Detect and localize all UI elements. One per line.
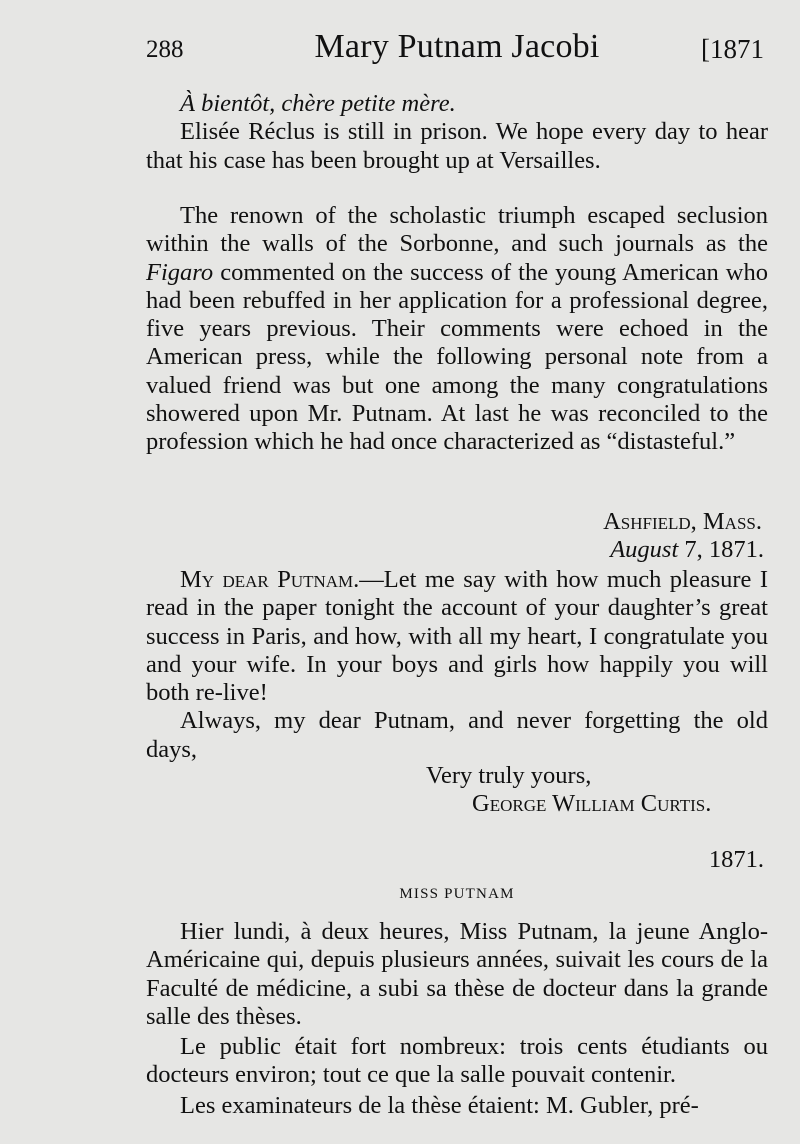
letter-date-month: August bbox=[610, 536, 679, 564]
header-year: [1871 bbox=[701, 34, 764, 64]
article-head bbox=[146, 846, 768, 909]
letter-body-1: —Let me say with how much pleasure I read in the paper tonight the account of your daughter’s great success in Paris, and how, with all my heart, I congratulate you and your wife. In your boys and girls how happily you will both re-live! bbox=[146, 566, 768, 707]
letter-body-2: Always, my dear Putnam, and never forgetting the old days, bbox=[146, 707, 768, 763]
running-title: Mary Putnam Jacobi bbox=[314, 28, 600, 65]
page-number: 288 bbox=[146, 36, 184, 63]
article-para-1: Hier lundi, à deux heures, Miss Putnam, la jeune Anglo-Américaine qui, depuis plusieurs années, suivait les cours de la Faculté de médicine, a subi sa thèse de docteur dans la grande salle des thèses. bbox=[146, 918, 768, 1030]
article-heading: MISS PUTNAM bbox=[399, 886, 515, 903]
article-year: 1871. bbox=[708, 846, 764, 873]
postscript: Elisée Réclus is still in prison. We hope every day to hear that his case has been brought up at Versailles. bbox=[146, 118, 768, 174]
letter-date-rest: 7, 1871. bbox=[678, 536, 764, 564]
letter-body bbox=[146, 566, 768, 764]
narrative-text-1: The renown of the scholastic triumph escaped seclusion within the walls of the Sorbonne, and such journals as the bbox=[146, 202, 768, 258]
running-header bbox=[146, 28, 768, 72]
letter-closing: Very truly yours, bbox=[426, 762, 592, 789]
letter-dateline bbox=[146, 508, 768, 565]
figaro-title: Figaro bbox=[146, 258, 214, 286]
narrative-paragraph bbox=[146, 202, 768, 457]
letter-signature: George William Curtis. bbox=[472, 790, 712, 818]
closing-french: À bientôt, chère petite mère. bbox=[180, 90, 456, 117]
letter-salutation: My dear Putnam. bbox=[180, 566, 360, 593]
letter-place: Ashfield, Mass. bbox=[603, 508, 762, 535]
article-para-2: Le public était fort nombreux: trois cents étudiants ou docteurs environ; tout ce que la salle pouvait contenir. bbox=[146, 1033, 768, 1089]
article-para-3: Les examinateurs de la thèse étaient: M. Gubler, pré- bbox=[180, 1091, 699, 1119]
narrative-text-2: commented on the success of the young American who had been rebuffed in her application for a professional degree, five years previous. Their comments were echoed in the American press, while the following personal note from a valued friend was but one among the many congratulations showered upon Mr. Putnam. At last he was reconciled to the profession which he had once characterized as “distasteful.” bbox=[146, 258, 768, 456]
article-body bbox=[146, 918, 768, 1120]
letter-closing-block bbox=[146, 762, 768, 819]
letter-ending bbox=[146, 90, 768, 175]
